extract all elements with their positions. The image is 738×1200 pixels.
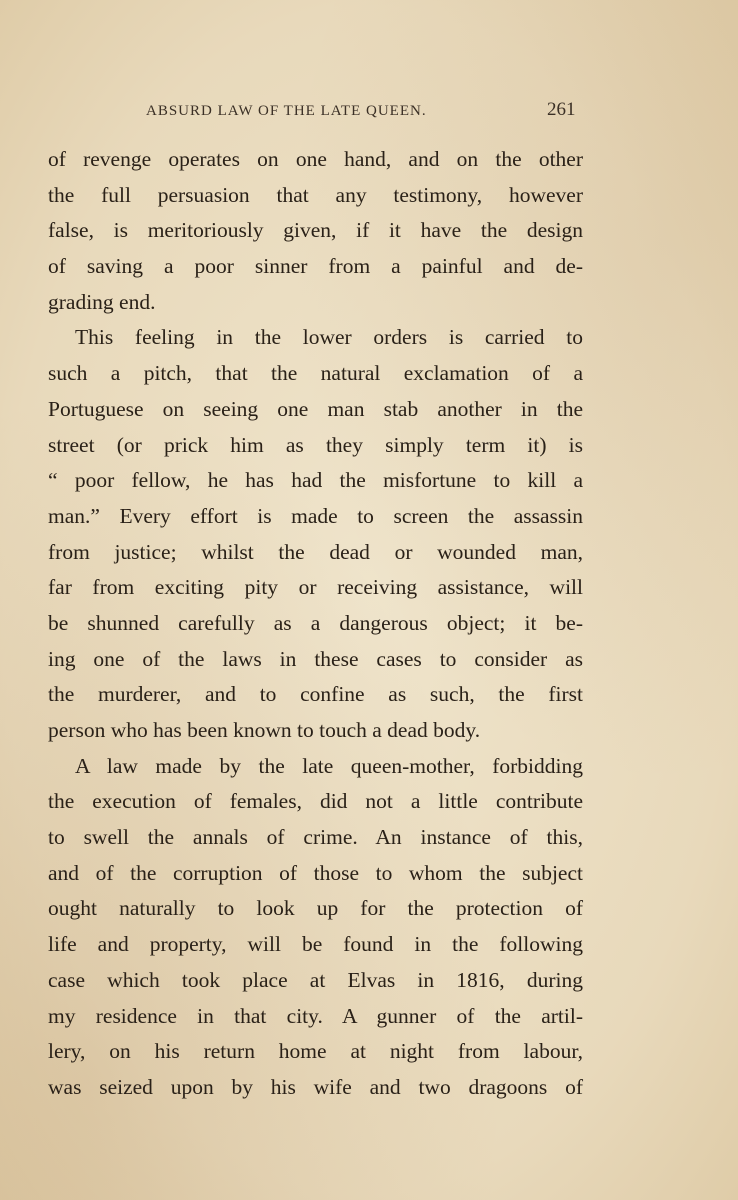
text-line: man.” Every effort is made to screen the assassin: [48, 503, 583, 528]
text-line: the murderer, and to confine as such, the first: [48, 682, 583, 707]
text-line: to swell the annals of crime. An instance of this,: [48, 825, 583, 850]
text-line: ing one of the laws in these cases to consider as: [48, 646, 583, 671]
text-line: and of the corruption of those to whom the subject: [48, 860, 583, 885]
text-line: the full persuasion that any testimony, however: [48, 182, 583, 207]
text-line: of saving a poor sinner from a painful and de-: [48, 254, 583, 279]
text-line: the execution of females, did not a little contribute: [48, 789, 583, 814]
text-line: “ poor fellow, he has had the misfortune to kill a: [48, 468, 583, 493]
text-line: ought naturally to look up for the protection of: [48, 896, 583, 921]
text-line: was seized upon by his wife and two dragoons of: [48, 1074, 583, 1099]
text-line: lery, on his return home at night from labour,: [48, 1039, 583, 1064]
text-line: A law made by the late queen-mother, forbidding: [75, 753, 583, 778]
text-line: of revenge operates on one hand, and on the other: [48, 147, 583, 171]
text-line: be shunned carefully as a dangerous object; it be-: [48, 610, 583, 635]
running-title: ABSURD LAW OF THE LATE QUEEN.: [146, 103, 427, 119]
text-line: from justice; whilst the dead or wounded man,: [48, 539, 583, 564]
page-number: 261: [547, 99, 576, 120]
text-line: my residence in that city. A gunner of the artil-: [48, 1003, 583, 1028]
text-line: This feeling in the lower orders is carried to: [75, 325, 583, 350]
text-line: grading end.: [48, 289, 156, 314]
text-line: street (or prick him as they simply term it) is: [48, 432, 583, 457]
text-line: Portuguese on seeing one man stab another in the: [48, 396, 583, 421]
text-line: far from exciting pity or receiving assistance, will: [48, 575, 583, 600]
text-line: case which took place at Elvas in 1816, during: [48, 967, 583, 992]
text-line: person who has been known to touch a dead body.: [48, 718, 481, 742]
running-head: [0, 99, 738, 127]
text-line: false, is meritoriously given, if it have the design: [48, 218, 583, 243]
text-line: life and property, will be found in the following: [48, 932, 583, 957]
body-text: [48, 142, 583, 1106]
text-line: such a pitch, that the natural exclamation of a: [48, 361, 583, 386]
